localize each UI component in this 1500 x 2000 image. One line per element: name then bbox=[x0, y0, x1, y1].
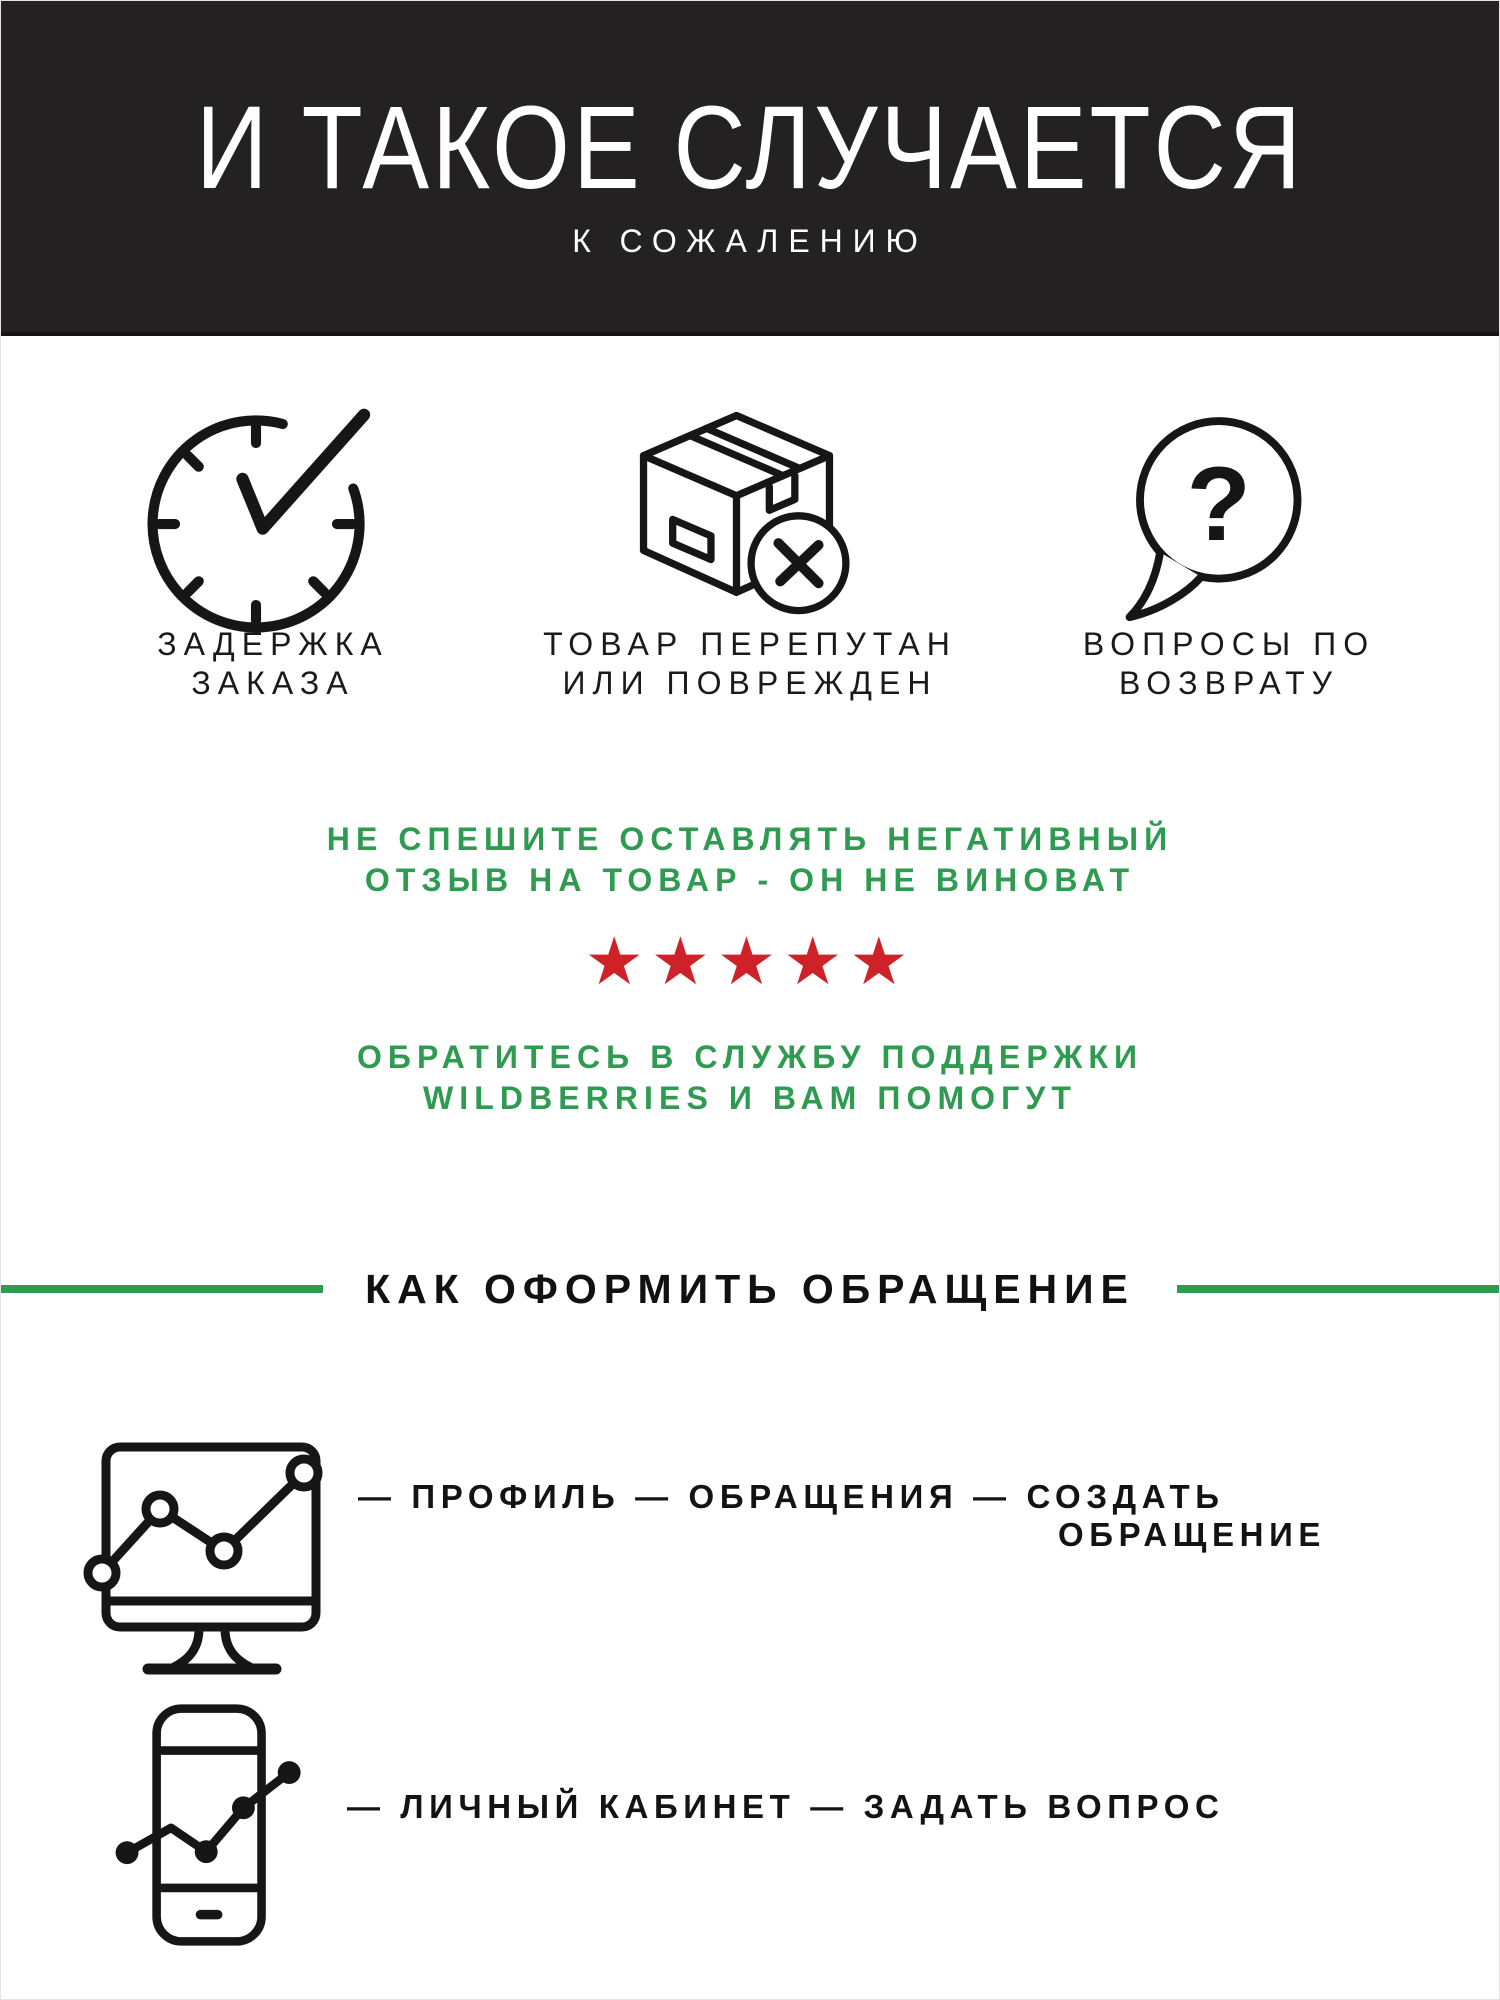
page-subtitle: К СОЖАЛЕНИЮ bbox=[572, 223, 928, 259]
issue-label-line: ЗАДЕРЖКА bbox=[157, 626, 389, 662]
warning-line: НЕ СПЕШИТЕ ОСТАВЛЯТЬ НЕГАТИВНЫЙ bbox=[326, 821, 1174, 857]
support-line: WILDBERRIES И ВАМ ПОМОГУТ bbox=[423, 1080, 1077, 1116]
warning-text bbox=[1, 819, 1499, 901]
right-divider-line bbox=[1177, 1285, 1499, 1293]
question-mark-glyph: ? bbox=[1186, 446, 1251, 564]
step-1-path bbox=[358, 1478, 1326, 1554]
step-1-line: — ПРОФИЛЬ — ОБРАЩЕНИЯ — СОЗДАТЬ bbox=[358, 1478, 1225, 1515]
support-text bbox=[1, 1037, 1499, 1119]
section-heading-row bbox=[1, 1263, 1499, 1315]
issue-label-line: ЗАКАЗА bbox=[191, 665, 355, 701]
left-divider-line bbox=[1, 1285, 323, 1293]
desktop-chart-icon bbox=[82, 1433, 342, 1683]
issue-label-line: ТОВАР ПЕРЕПУТАН bbox=[543, 626, 957, 662]
box-error-icon bbox=[618, 399, 855, 618]
step-2-path bbox=[347, 1788, 1224, 1826]
section-heading: КАК ОФОРМИТЬ ОБРАЩЕНИЕ bbox=[365, 1265, 1135, 1312]
issue-label-mixed-up bbox=[500, 625, 1000, 703]
issue-label-returns bbox=[979, 625, 1479, 703]
header-banner bbox=[1, 1, 1499, 336]
issue-label-line: ИЛИ ПОВРЕЖДЕН bbox=[562, 665, 938, 701]
warning-line: ОТЗЫВ НА ТОВАР - ОН НЕ ВИНОВАТ bbox=[364, 862, 1136, 898]
phone-chart-icon bbox=[66, 1701, 314, 1949]
five-star-rating: ★★★★★ bbox=[584, 923, 916, 1000]
page-title: И ТАКОЕ СЛУЧАЕТСЯ bbox=[195, 81, 1305, 215]
support-line: ОБРАТИТЕСЬ В СЛУЖБУ ПОДДЕРЖКИ bbox=[356, 1039, 1144, 1075]
step-2-line: — ЛИЧНЫЙ КАБИНЕТ — ЗАДАТЬ ВОПРОС bbox=[347, 1788, 1225, 1825]
issue-label-line: ВОПРОСЫ ПО bbox=[1082, 626, 1376, 662]
clock-check-icon bbox=[130, 380, 400, 650]
question-bubble-icon bbox=[1112, 407, 1322, 626]
issue-label-line: ВОЗВРАТУ bbox=[1118, 665, 1340, 701]
step-1-line-wrap: ОБРАЩЕНИЕ bbox=[1058, 1516, 1327, 1553]
issue-label-delay bbox=[23, 625, 523, 703]
